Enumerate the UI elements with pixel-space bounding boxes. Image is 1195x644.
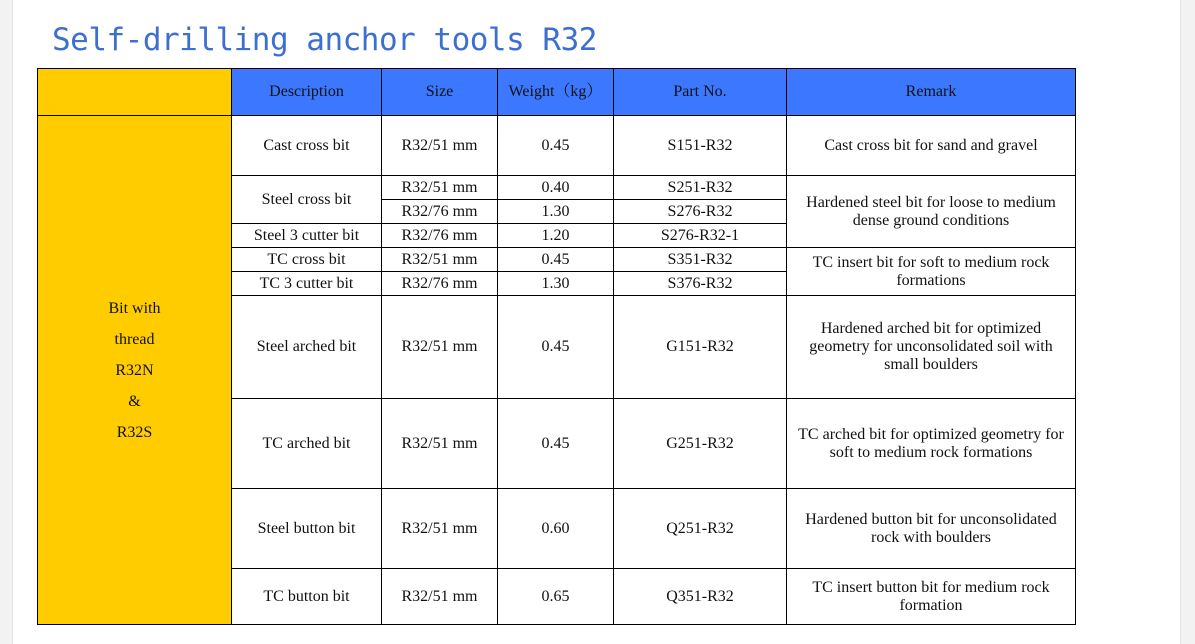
spec-table [37, 68, 1076, 625]
category-line: Bit with [108, 299, 161, 317]
remark-cell: Cast cross bit for sand and gravel [787, 116, 1076, 176]
description-cell: TC 3 cutter bit [232, 272, 382, 296]
category-line: & [128, 392, 141, 410]
size-cell: R32/76 mm [382, 200, 498, 224]
description-cell: Steel arched bit [232, 296, 382, 399]
weight-cell: 0.45 [498, 296, 614, 399]
part-no-cell: S251-R32 [614, 176, 787, 200]
description-cell: TC cross bit [232, 248, 382, 272]
header-weight: Weight（kg） [498, 69, 614, 116]
size-cell: R32/51 mm [382, 296, 498, 399]
right-page-edge [1180, 0, 1195, 644]
weight-cell: 0.40 [498, 176, 614, 200]
remark-cell: TC insert bit for soft to medium rock formations [787, 248, 1076, 296]
size-cell: R32/51 mm [382, 116, 498, 176]
header-description: Description [232, 69, 382, 116]
part-no-cell: S376-R32 [614, 272, 787, 296]
weight-cell: 1.30 [498, 200, 614, 224]
description-cell: Steel cross bit [232, 176, 382, 224]
description-cell: Cast cross bit [232, 116, 382, 176]
part-no-cell: G151-R32 [614, 296, 787, 399]
category-line: R32N [115, 361, 154, 379]
remark-cell: Hardened arched bit for optimized geometry for unconsolidated soil with small boulders [787, 296, 1076, 399]
part-no-cell: S151-R32 [614, 116, 787, 176]
remark-cell: TC insert button bit for medium rock formation [787, 569, 1076, 625]
category-line: R32S [116, 423, 153, 441]
part-no-cell: G251-R32 [614, 399, 787, 489]
size-cell: R32/51 mm [382, 399, 498, 489]
part-no-cell: S351-R32 [614, 248, 787, 272]
table-header-row [38, 69, 1076, 116]
size-cell: R32/51 mm [382, 248, 498, 272]
weight-cell: 0.60 [498, 489, 614, 569]
weight-cell: 1.30 [498, 272, 614, 296]
category-cell [38, 116, 232, 625]
description-cell: Steel 3 cutter bit [232, 224, 382, 248]
size-cell: R32/51 mm [382, 176, 498, 200]
size-cell: R32/51 mm [382, 569, 498, 625]
part-no-cell: Q251-R32 [614, 489, 787, 569]
weight-cell: 0.45 [498, 116, 614, 176]
weight-cell: 0.45 [498, 399, 614, 489]
remark-cell: Hardened button bit for unconsolidated rock with boulders [787, 489, 1076, 569]
part-no-cell: Q351-R32 [614, 569, 787, 625]
header-remark: Remark [787, 69, 1076, 116]
size-cell: R32/76 mm [382, 224, 498, 248]
part-no-cell: S276-R32 [614, 200, 787, 224]
weight-cell: 0.45 [498, 248, 614, 272]
remark-cell: TC arched bit for optimized geometry for soft to medium rock formations [787, 399, 1076, 489]
description-cell: TC arched bit [232, 399, 382, 489]
weight-cell: 0.65 [498, 569, 614, 625]
remark-cell: Hardened steel bit for loose to medium dense ground conditions [787, 176, 1076, 248]
header-corner-cell [38, 69, 232, 116]
table-row [38, 116, 1076, 176]
size-cell: R32/76 mm [382, 272, 498, 296]
category-line: thread [114, 330, 155, 348]
header-size: Size [382, 69, 498, 116]
description-cell: TC button bit [232, 569, 382, 625]
left-page-edge [0, 0, 13, 644]
size-cell: R32/51 mm [382, 489, 498, 569]
page-title: Self-drilling anchor tools R32 [52, 22, 597, 58]
description-cell: Steel button bit [232, 489, 382, 569]
weight-cell: 1.20 [498, 224, 614, 248]
header-part-no: Part No. [614, 69, 787, 116]
part-no-cell: S276-R32-1 [614, 224, 787, 248]
